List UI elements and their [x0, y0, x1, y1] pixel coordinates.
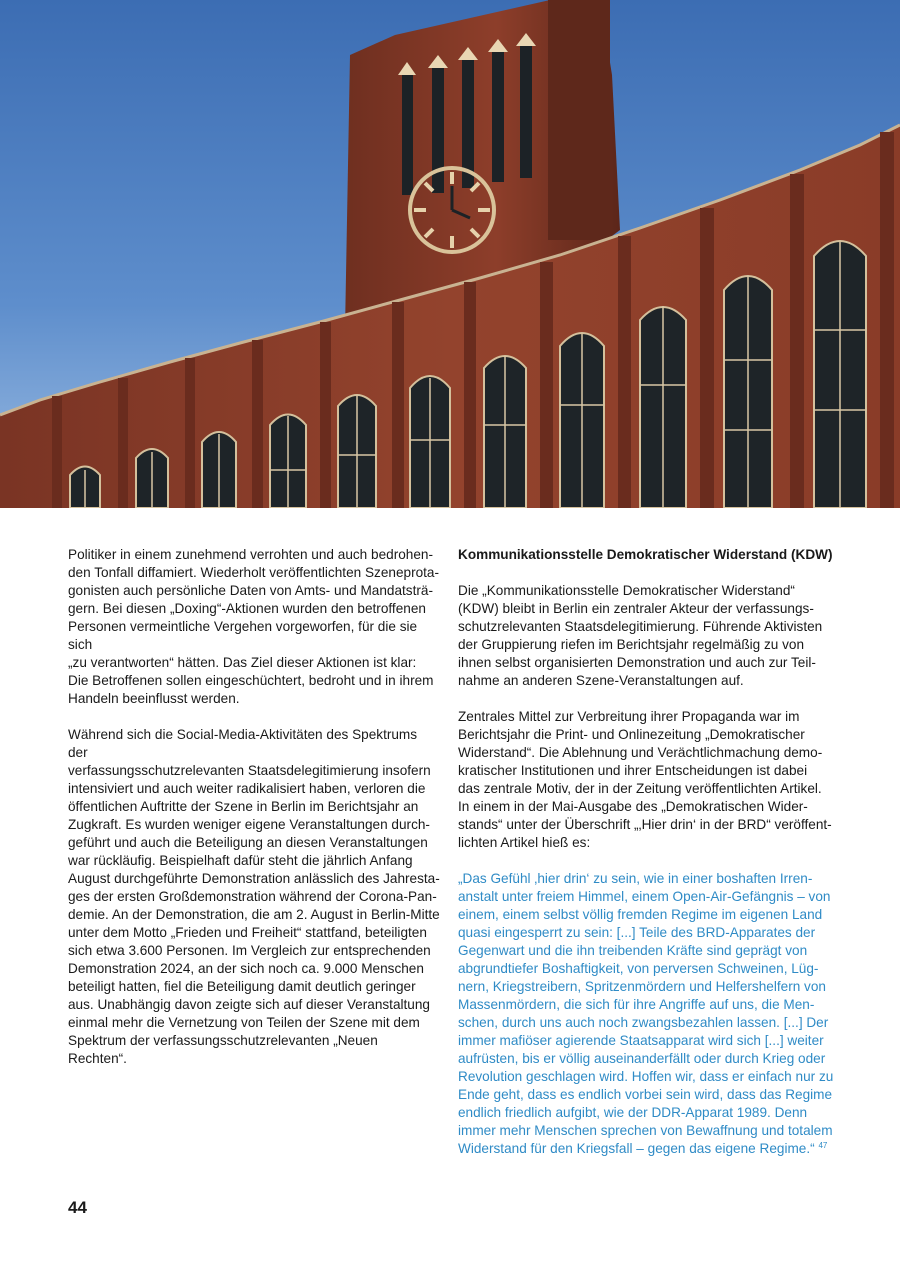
right-paragraph-2: Zentrales Mittel zur Verbreitung ihrer Propaganda war im Berichtsjahr die Print- und Onlinezeitung „Demokratischer Widerstand“. Die Ablehnung und Verächtlichmachung demo- kratischer Institutionen und ihrer Entscheidungen ist dabei das zentrale Motiv, der in der Zeitung veröffentlichten Artikel. In einem in der Mai-Ausgabe des „Demokratischen Wider- stands“ unter der Überschrift „‚Hier drin‘ in der BRD“ veröffent- lichten Artikel hieß es:: [458, 709, 832, 850]
page-number: 44: [68, 1198, 87, 1217]
building-illustration: [0, 0, 900, 508]
left-column: [68, 546, 440, 1068]
quote-text: „Das Gefühl ‚hier drin‘ zu sein, wie in einer boshaften Irren- anstalt unter freiem Himmel, einem Open-Air-Gefängnis – von einem, einem selbst völlig fremden Regime im eigenen Land quasi eingesperrt zu sein: [...] Teile des BRD-Apparates der Gegenwart und die ihn treibenden Kräfte sind geprägt von abgrundtiefer Boshaftigkeit, von perversen Schweinen, Lüg- nern, Kriegstreibern, Spritzenmördern und Helfershelfern von Massenmördern, die sich für ihre Angriffe auf uns, die Men- schen, durch uns auch noch zwangsbezahlen lassen. [...] Der immer mafiöser agierende Staatsapparat wird sich [...] weiter aufrüsten, bis er völlig auseinanderfällt oder durch Krieg oder Revolution geschlagen wird. Hoffen wir, dass er einfach nur zu Ende geht, dass es endlich vorbei sein wird, dass das Regime endlich friedlich aufgibt, wie der DDR-Apparat 1989. Denn immer mehr Menschen sprechen von Bewaffnung und totalem Widerstand für den Kriegsfall – gegen das eigene Regime.“: [458, 871, 834, 1156]
right-paragraph-1: Die „Kommunikationsstelle Demokratischer Widerstand“ (KDW) bleibt in Berlin ein zentraler Akteur der verfassungs- schutzrelevanten Staatsdelegitimierung. Führende Aktivisten der Gruppierung riefen im Berichtsjahr regelmäßig zu von ihnen selbst organisierten Demonstration und auch zur Teil- nahme an anderen Szene-Veranstaltungen auf.: [458, 583, 823, 688]
footnote-marker: 47: [818, 1141, 828, 1150]
hero-photo: [0, 0, 900, 508]
left-paragraph-1: Politiker in einem zunehmend verrohten und auch bedrohen- den Tonfall diffamiert. Wiederholt veröffentlichten Szeneprota- gonisten auch persönliche Daten von Amts- und Mandatsträ- gern. Bei diesen „Doxing“-Aktionen wurden den betroffenen Personen vermeintliche Vergehen vorgeworfen, für die sie sich „zu verantworten“ hätten. Das Ziel dieser Aktionen ist klar: Die Betroffenen sollen eingeschüchtert, bedroht und in ihrem Handeln beeinflusst werden.: [68, 547, 440, 706]
left-paragraph-2: Während sich die Social-Media-Aktivitäten des Spektrums der verfassungsschutzrelevanten Staatsdelegitimierung insofern intensiviert und auch weiter radikalisiert haben, verloren die öffentlichen Auftritte der Szene in Berlin im Berichtsjahr an Zugkraft. Es wurden weniger eigene Veranstaltungen durch- geführt und auch die Beteiligung an diesen Veranstaltungen war rückläufig. Beispielhaft dafür steht die jährlich Anfang August durchgeführte Demonstration anlässlich des Jahresta- ges der ersten Großdemonstration während der Corona-Pan- demie. An der Demonstration, die am 2. August in Berlin-Mitte unter dem Motto „Frieden und Freiheit“ stattfand, beteiligten sich etwa 3.600 Personen. Im Vergleich zur entsprechenden Demonstration 2024, an der sich noch ca. 9.000 Menschen beteiligt hatten, fiel die Beteiligung damit deutlich geringer aus. Unabhängig davon zeigte sich auf dieser Veranstaltung einmal mehr die Vernetzung von Teilen der Szene mit dem Spektrum der verfassungsschutzrelevanten „Neuen Rechten“.: [68, 727, 440, 1066]
right-column: [458, 546, 834, 1158]
block-quote: [458, 870, 834, 1158]
section-heading: Kommunikationsstelle Demokratischer Widerstand (KDW): [458, 547, 833, 562]
